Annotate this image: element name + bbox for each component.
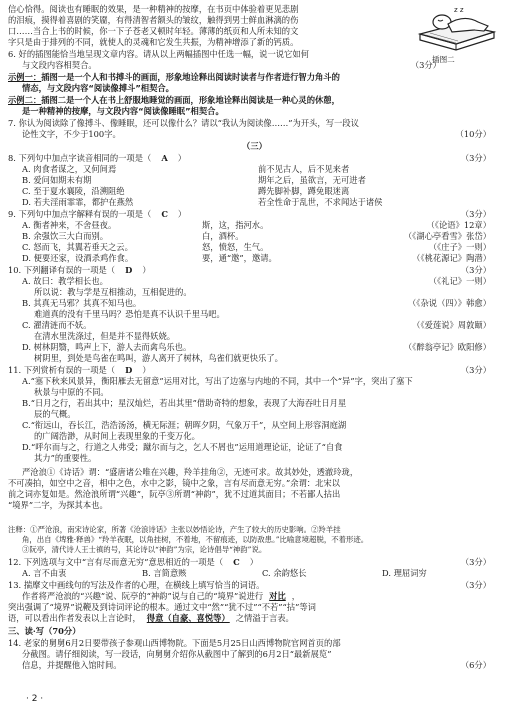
q9-option-b: B. 余强饮三大白而别。 白，酒杯。 （《湖心亭看雪》张岱） — [22, 231, 491, 241]
q8-option-a: A. 肉食者谋之，又何间焉 前不见古人，后不见来者 — [22, 164, 350, 174]
q9-option-c: C. 怒而飞，其翼若垂天之云。 怒，愤怒，生气。 （《庄子》一则） — [22, 242, 491, 252]
q10-item: 在清水里洗涤过，但是并不显得妖娆。 — [34, 331, 176, 341]
q11-line: C.“衔远山，吞长江，浩浩汤汤，横无际涯；朝晖夕阴，气象万千”，从空间上形容洞庭湖 — [22, 420, 347, 430]
q10-item: C. 濯清涟而不妖。 （《爱莲说》周敦颐） — [22, 320, 491, 330]
q11-line: A.“塞下秋来风景异，衡阳雁去无留意”运用对比，写出了边塞与内地的不同，其中一个“异”字，突出了塞下 — [22, 376, 413, 386]
q6-stem: 6. 好的插图能恰当地呈现文章内容。请从以上两幅插图中任选一幅，说一说它如何 — [8, 49, 309, 59]
q10-item: 树阴里，到处是鸟雀在鸣叫，游人离开了树林，鸟雀们就更快乐了。 — [34, 353, 283, 363]
classical-passage-line: 严沧浪①《诗话》谓：“盛唐诸公唯在兴趣，羚羊挂角②，无迹可求。故其妙处，透澈玲珑， — [22, 467, 359, 477]
q10-stem: 10. 下列翻译有误的一项是（ D ） （3分） — [8, 265, 491, 275]
q14-line: 信息，并提醒他入馆时间。 （6分） — [22, 660, 491, 670]
q10-item: A. 故曰：教学相长也。 （《礼记》一则） — [22, 276, 491, 286]
q8-option-c: C. 至于夏水襄陵，沿溯阻绝 蹲先脚补脚，蹲免眼迷离 — [22, 186, 350, 196]
q12-options: A. 言不由衷 B. 言简意赅 C. 余韵悠长 D. 理屈词穷 — [22, 568, 427, 578]
page-number: · 2 · — [26, 694, 44, 704]
q13-blank-2: 得意（自豪、喜悦等） — [146, 613, 230, 623]
classical-passage-line: “境界”二字，为探其本也。 — [8, 500, 108, 510]
q6-example-2-cont: 是一种精神的按摩，与文段内容“阅读像睡眠”相契合。 — [22, 106, 224, 116]
q10-answer: D — [125, 265, 133, 275]
q6-stem-2: 与文段内容相契合。 （3分） — [22, 60, 441, 70]
q6-example-1-cont: 情态，与文段内容“阅读像搏斗”相契合。 — [22, 83, 174, 93]
passage-note: ③阮亭，清代诗人王士禛的号，其论诗以“神韵”为宗，论诗倡导“神韵”说。 — [22, 545, 267, 554]
passage-note: 角，出自《埤雅·释兽》“羚羊夜眠，以角挂树，不着地，不留痕迹，以防敌患。”比喻意境超脱，不着形迹。 — [22, 535, 369, 544]
q6-example-1: 示例一：插图一是一个人和书搏斗的画面，形象地诠释出阅读时读者与作者进行智力角斗的 — [8, 72, 340, 82]
q8-answer: A — [161, 153, 168, 163]
classical-passage-line: 不可凑拍，如空中之音，相中之色，水中之影，镜中之象，言有尽而意无穷。”余谓：北宋以 — [8, 478, 340, 488]
q10-item: 难道真的没有千里马吗？恐怕是真不认识千里马吧。 — [34, 309, 225, 319]
q11-stem: 11. 下列赏析有误的一项是（ D ） （3分） — [8, 365, 491, 375]
q10-item: B. 其真无马邪？其真不知马也。 （《杂说（四）》韩愈） — [22, 298, 491, 308]
q12-answer: C — [233, 557, 240, 567]
q7-stem-2: 论性文字，不少于100字。 （10分） — [22, 129, 491, 139]
q6-example-2: 示例二：插图二是一个人在书上舒服地睡觉的画面，形象地诠释出阅读是一种心灵的休憩， — [8, 95, 340, 105]
q13-line-1: 作者将严沧浪的“兴趣”说、阮亭的“神韵”说与自己的“境界”说进行 对比 ， — [22, 591, 301, 601]
q11-line: 辰的气概。 — [34, 409, 76, 419]
passage-line: 口……当合上书的时候，你一下子苍老又顿时年轻。薄薄的纸页和人所未知的文 — [8, 26, 299, 36]
q11-answer: D — [125, 365, 133, 375]
q6-score: （3分） — [410, 60, 441, 70]
q13-stem: 13. 揣摩文中画线句的写法及作者的心理，在横线上填写恰当的词语。 （3分） — [8, 580, 491, 590]
q8-option-b: B. 爱问如期未有期 期年之后，虽欲言，无可进者 — [22, 175, 366, 185]
q11-line: 的广阔浩渺，从时间上表现里象的千变万化。 — [34, 431, 200, 441]
q13-blank-1: 对比 — [269, 591, 286, 601]
q10-item: 所以说：教与学是互相推动，互相促进的。 — [34, 287, 192, 297]
q12-stem: 12. 下列选项与文中“言有尽而意无穷”意思相近的一项是（ C ） （3分） — [8, 557, 491, 567]
illustration-caption: 插图二 — [432, 55, 455, 64]
q9-stem: 9. 下列句中加点字解释有误的一项是（ C ） （3分） — [8, 209, 491, 219]
q11-line: D.“呼尔而与之，行道之人弗受；蹴尔而与之，乞人不屑也”运用道理论证，论证了“自食 — [22, 442, 343, 452]
passage-line: 字只是由于排列的不同，就使人的灵魂和它发生共振，为精神增添了新的钙质。 — [8, 37, 299, 47]
q14-line: 14. 老家的舅舅6月2日要带孩子参观山西博物院。下面是5月25日山西博物院官网首页的部 — [8, 638, 341, 648]
q11-line: 秋景与中原的不同。 — [34, 387, 109, 397]
q13-line-3: 语，可以看出作者发表以上言论时， 得意（自豪、喜悦等） 之情溢于言表。 — [8, 613, 294, 623]
svg-text:z z: z z — [454, 6, 464, 14]
q13-line-2: 突出强调了“境界”说鞭及到诗词评论的根本。通过文中“然”“犹不过”“不若”“拈”等词 — [8, 602, 316, 612]
passage-line: 的泪痕，摸得着喜剧的笑靥，有得清智者额头的皱纹，触得到男士鲜血淋漓的伤 — [8, 15, 299, 25]
writing-section-heading: 三、读·写（70分） — [8, 626, 81, 636]
q9-option-d: D. 便要还家，设酒杀鸡作食。 要，通“邀”，邀请。 （《桃花源记》陶潜） — [22, 253, 491, 263]
q10-item: D. 树林阴翳，鸣声上下，游人去而禽鸟乐也。 （《醉翁亭记》欧阳修） — [22, 342, 491, 352]
q11-line: 其力”的重要性。 — [34, 453, 97, 463]
q8-option-d: D. 若夫淫雨霏霏，都护在燕然 若全性命于乱世，不求闻达于诸侯 — [22, 197, 383, 207]
q7-stem: 7. 你认为阅读除了像搏斗、像睡眠，还可以像什么？请以“我认为阅读像……”为开头，写一段议 — [8, 118, 359, 128]
classical-passage-line: 前之词亦复如是。然沧浪所谓“兴趣”，阮亭③所谓“神韵”，犹不过道其面目；不若鄙人拈出 — [8, 489, 341, 499]
sleeping-on-book-illustration — [412, 4, 500, 54]
q7-score: （10分） — [455, 129, 491, 139]
q9-option-a: A. 衡者神来，不舍昼夜。 斯，这，指河水。 （《论语》12章） — [22, 220, 491, 230]
q8-stem: 8. 下列句中加点字读音相同的一项是（ A ） （3分） — [8, 153, 491, 163]
section-three-heading: （三） — [242, 141, 267, 151]
q14-line: 分截图。请仔细阅读，写一段话，向舅舅介绍你从截图中了解到的6月2日“最新展览” — [22, 649, 332, 659]
q11-line: B.“日月之行，若出其中；星汉灿烂，若出其里”借助奇特的想象，表现了大海吞吐日月星 — [22, 398, 347, 408]
passage-note: 注释：①严沧浪，南宋诗论家，所著《沧浪诗话》主张以妙悟论诗，产生了较大的历史影响。②羚羊挂 — [8, 525, 341, 534]
q9-answer: C — [161, 209, 168, 219]
passage-line: 信心恰得。阅读也有睡眠的效果，是一种精神的按摩，在书页中体验着更见悲剧 — [8, 4, 299, 14]
